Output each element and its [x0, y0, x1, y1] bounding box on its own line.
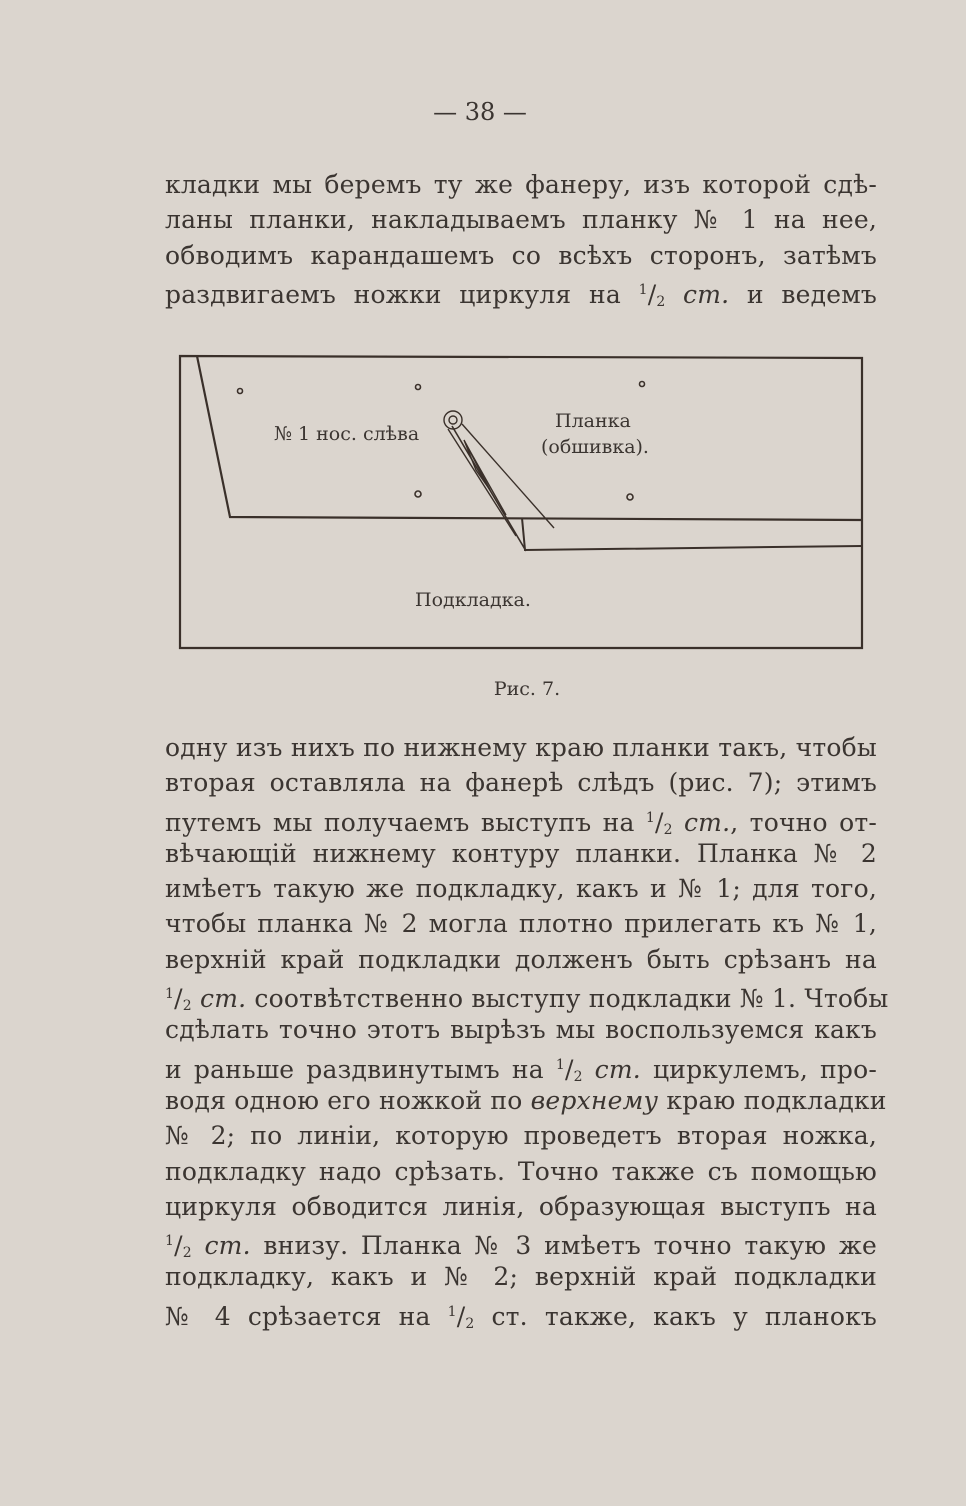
- text-line: [165, 1083, 887, 1118]
- text-segment: одну изъ нихъ по нижнему краю планки такъ, чтобы: [165, 733, 877, 762]
- text-segment: циркулемъ, про-: [640, 1054, 877, 1084]
- text-segment: путемъ мы получаемъ выступъ на: [165, 807, 646, 837]
- text-segment: ст.: [582, 1054, 641, 1084]
- text-segment: раздвигаемъ ножки циркуля на: [165, 279, 639, 309]
- label-lining: Подкладка.: [415, 589, 531, 611]
- fraction: $^1/_2$: [447, 1301, 475, 1332]
- figure-caption: Рис. 7.: [493, 678, 561, 700]
- text-segment: ст.: [665, 279, 730, 309]
- fraction: $^1/_2$: [645, 807, 673, 838]
- paragraph-top: [165, 167, 877, 308]
- paragraph-bottom: [165, 730, 889, 1332]
- text-segment: ст. также, какъ у планокъ: [474, 1301, 877, 1331]
- text-segment: ст.: [191, 1231, 251, 1261]
- text-line: [165, 1224, 877, 1262]
- text-segment: и раньше раздвинутымъ на: [165, 1054, 556, 1084]
- text-line: [165, 1295, 877, 1330]
- text-segment: ст.: [672, 807, 731, 837]
- label-sheathing: (обшивка).: [541, 436, 649, 458]
- page-number: — 38 —: [433, 98, 527, 126]
- text-segment: циркуля обводится линія, образующая выступъ на: [165, 1191, 877, 1221]
- text-segment: краю подкладки: [658, 1085, 887, 1115]
- text-line: [165, 1154, 877, 1189]
- label-nose-left: № 1 нос. слѣва: [274, 423, 420, 445]
- text-segment: подкладку, какъ и № 2; верхній край подкладки: [165, 1262, 877, 1292]
- text-segment: кладки мы беремъ ту же фанеру, изъ которой сдѣ-: [165, 170, 877, 199]
- text-segment: № 2; по линіи, которую проведетъ вторая ножка,: [165, 1121, 877, 1151]
- text-line: [165, 977, 889, 1015]
- text-line: [165, 765, 877, 800]
- text-segment: № 4 срѣзается на: [165, 1301, 448, 1331]
- text-segment: водя одною его ножкой по: [165, 1085, 531, 1115]
- text-segment: , точно от-: [730, 807, 877, 837]
- text-line: [165, 167, 877, 202]
- text-line: [165, 801, 877, 836]
- text-segment: ст.: [191, 984, 247, 1014]
- fraction: $^1/_2$: [555, 1054, 583, 1085]
- text-segment: внизу. Планка № 3 имѣетъ точно такую же: [250, 1231, 877, 1261]
- text-segment: сдѣлать точно этотъ вырѣзъ мы воспользуемся какъ: [165, 1015, 877, 1045]
- text-line: [165, 1259, 877, 1294]
- figure-7-diagram: [170, 340, 870, 660]
- text-segment: верхнему: [530, 1085, 659, 1115]
- text-line: [165, 238, 877, 273]
- text-segment: чтобы планка № 2 могла плотно прилегать къ № 1,: [165, 909, 877, 939]
- text-line: [165, 836, 877, 871]
- fraction: $^1/_2$: [638, 279, 666, 310]
- text-line: [165, 730, 877, 765]
- text-segment: ланы планки, накладываемъ планку № 1 на нее,: [165, 205, 877, 235]
- fraction: $^1/_2$: [165, 1231, 192, 1262]
- text-line: [165, 1012, 877, 1047]
- text-line: [165, 1118, 877, 1153]
- text-segment: имѣетъ такую же подкладку, какъ и № 1; для того,: [165, 874, 877, 904]
- text-line: [165, 273, 877, 308]
- text-segment: и ведемъ: [729, 279, 877, 309]
- text-line: [165, 871, 877, 906]
- fraction: $^1/_2$: [165, 984, 192, 1015]
- label-plank: Планка: [555, 410, 631, 432]
- text-line: [165, 1189, 877, 1224]
- plank-lower-edge: [522, 518, 862, 550]
- text-segment: верхній край подкладки долженъ быть срѣзанъ на: [165, 944, 877, 974]
- text-line: [165, 1048, 877, 1083]
- text-segment: подкладку надо срѣзать. Точно также съ помощью: [165, 1156, 877, 1186]
- text-line: [165, 906, 877, 941]
- text-segment: вѣчающій нижнему контуру планки. Планка № 2: [165, 838, 877, 868]
- text-segment: соотвѣтственно выступу подкладки № 1. Чтобы: [246, 984, 889, 1014]
- text-segment: обводимъ карандашемъ со всѣхъ сторонъ, затѣмъ: [165, 240, 877, 270]
- text-line: [165, 202, 877, 237]
- text-line: [165, 942, 877, 977]
- text-segment: вторая оставляла на фанерѣ слѣдъ (рис. 7); этимъ: [165, 768, 877, 798]
